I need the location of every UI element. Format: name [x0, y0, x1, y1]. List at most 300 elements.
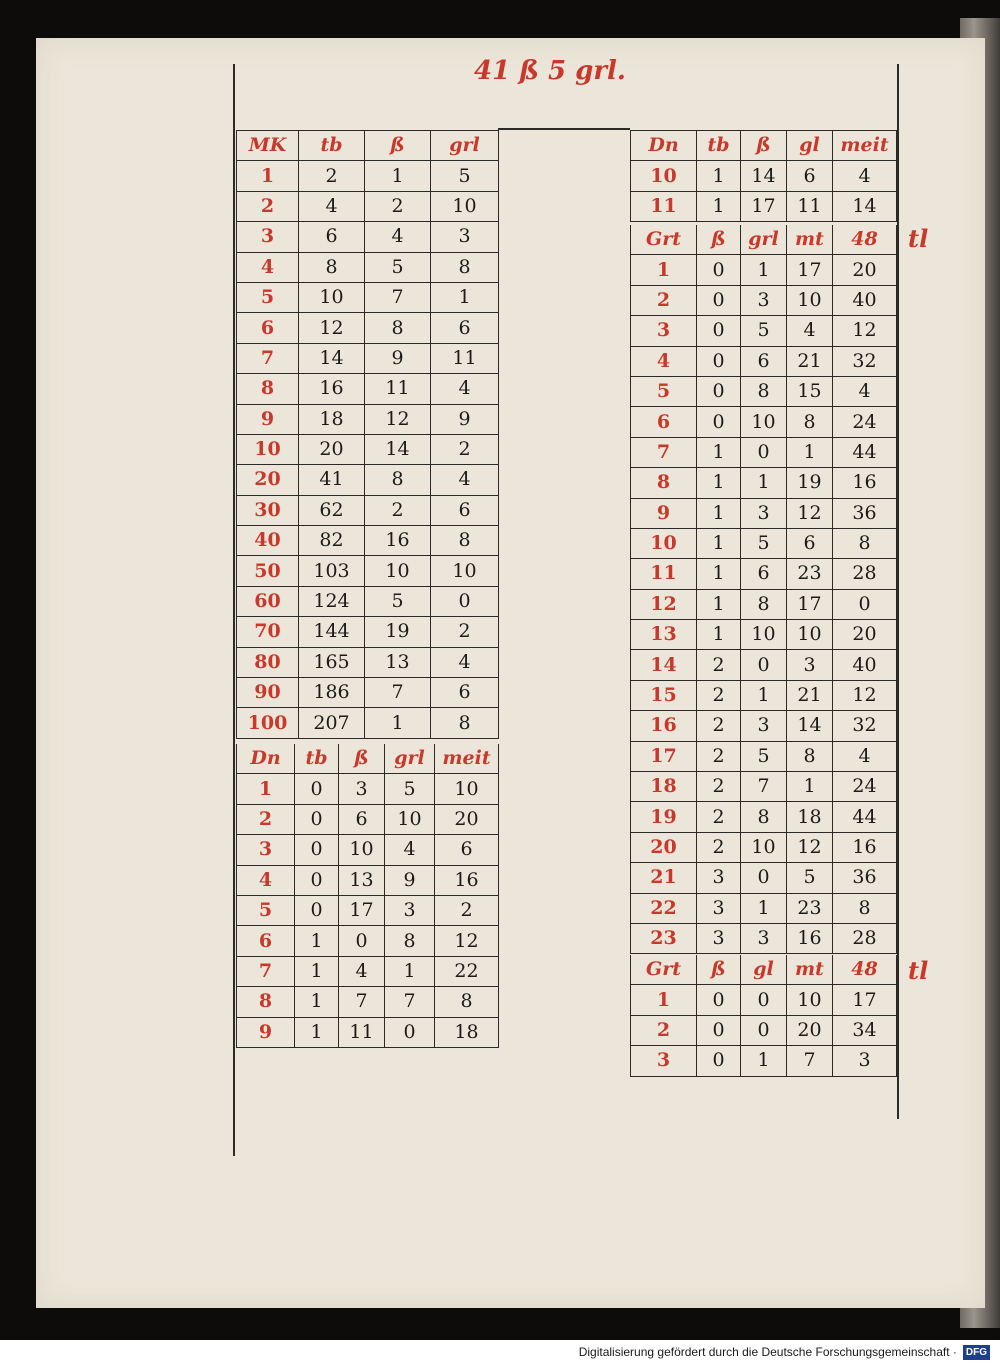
row-label: 23 [631, 923, 697, 953]
row-label: 10 [631, 161, 697, 191]
table-cell: 2 [697, 711, 741, 741]
table-cell: 6 [339, 804, 385, 834]
row-label: 8 [237, 987, 295, 1017]
table-cell: 0 [741, 650, 787, 680]
column-header: 48 [833, 955, 897, 985]
table-cell: 21 [787, 346, 833, 376]
table-cell: 0 [697, 346, 741, 376]
row-label: 2 [237, 804, 295, 834]
column-header: MK [237, 131, 299, 161]
table-cell: 10 [787, 620, 833, 650]
table-cell: 8 [299, 252, 365, 282]
table-cell: 8 [385, 926, 435, 956]
row-label: 100 [237, 708, 299, 738]
table-cell: 1 [787, 437, 833, 467]
table-row [631, 285, 897, 315]
column-header: tb [299, 131, 365, 161]
table-cell: 12 [833, 316, 897, 346]
table-cell: 11 [787, 191, 833, 221]
table-cell: 10 [741, 620, 787, 650]
table-cell: 16 [833, 832, 897, 862]
table-row [237, 556, 499, 586]
table-row [237, 313, 499, 343]
table-cell: 3 [741, 923, 787, 953]
table-cell: 1 [697, 468, 741, 498]
table-cell: 10 [339, 835, 385, 865]
table-cell: 6 [741, 346, 787, 376]
table-cell: 8 [741, 376, 787, 406]
table-cell: 5 [741, 316, 787, 346]
table-cell: 1 [741, 255, 787, 285]
table-cell: 0 [295, 895, 339, 925]
row-label: 2 [631, 1015, 697, 1045]
table-row [631, 407, 897, 437]
column-header: Grt [631, 955, 697, 985]
table-cell: 14 [365, 434, 431, 464]
table-cell: 3 [833, 1046, 897, 1076]
table-cell: 0 [741, 437, 787, 467]
row-label: 4 [237, 865, 295, 895]
row-label: 70 [237, 617, 299, 647]
table-cell: 10 [385, 804, 435, 834]
table-cell: 4 [833, 161, 897, 191]
table-cell: 0 [697, 255, 741, 285]
table-cell: 3 [697, 863, 741, 893]
table-row [237, 1017, 499, 1047]
table-header-row [631, 131, 897, 161]
column-header: tb [697, 131, 741, 161]
table-row [631, 1015, 897, 1045]
table-cell: 2 [365, 191, 431, 221]
table-cell: 4 [385, 835, 435, 865]
table-row [631, 802, 897, 832]
row-label: 5 [631, 376, 697, 406]
table-cell: 1 [697, 528, 741, 558]
table-cell: 14 [741, 161, 787, 191]
table-row [237, 956, 499, 986]
row-label: 3 [237, 835, 295, 865]
table-cell: 16 [787, 923, 833, 953]
table-cell: 8 [431, 252, 499, 282]
table-row [631, 680, 897, 710]
table-row [237, 774, 499, 804]
table-cell: 0 [295, 865, 339, 895]
table-cell: 1 [295, 987, 339, 1017]
table-cell: 5 [741, 528, 787, 558]
table-row [237, 191, 499, 221]
row-label: 10 [237, 434, 299, 464]
table-cell: 6 [431, 495, 499, 525]
row-label: 30 [237, 495, 299, 525]
row-label: 3 [237, 222, 299, 252]
column-header: grl [431, 131, 499, 161]
row-label: 1 [237, 161, 299, 191]
row-label: 1 [631, 985, 697, 1015]
table-row [631, 191, 897, 221]
table-row [237, 926, 499, 956]
table-header-row [631, 955, 897, 985]
table-cell: 10 [787, 285, 833, 315]
row-label: 1 [237, 774, 295, 804]
table-row [237, 526, 499, 556]
table-cell: 23 [787, 559, 833, 589]
row-label: 6 [237, 313, 299, 343]
table-cell: 9 [385, 865, 435, 895]
table-cell: 5 [385, 774, 435, 804]
table-cell: 1 [295, 956, 339, 986]
row-label: 21 [631, 863, 697, 893]
table-cell: 28 [833, 923, 897, 953]
column-header: meit [833, 131, 897, 161]
row-label: 19 [631, 802, 697, 832]
table-row [237, 404, 499, 434]
table-cell: 2 [435, 895, 499, 925]
table-cell: 4 [787, 316, 833, 346]
table-row [631, 832, 897, 862]
column-header: 48 [833, 225, 897, 255]
table-cell: 16 [435, 865, 499, 895]
table-cell: 10 [365, 556, 431, 586]
table-cell: 3 [431, 222, 499, 252]
table-cell: 6 [741, 559, 787, 589]
column-header: ß [365, 131, 431, 161]
table-cell: 5 [365, 586, 431, 616]
right-table-2 [630, 225, 897, 954]
table-row [237, 434, 499, 464]
table-cell: 2 [697, 680, 741, 710]
row-label: 40 [237, 526, 299, 556]
table-cell: 17 [339, 895, 385, 925]
row-label: 18 [631, 772, 697, 802]
table-row [237, 835, 499, 865]
table-cell: 9 [365, 343, 431, 373]
table-row [631, 316, 897, 346]
row-label: 7 [237, 343, 299, 373]
column-header: Dn [631, 131, 697, 161]
right-margin-rule [897, 64, 899, 1119]
table-cell: 4 [431, 647, 499, 677]
column-header: Dn [237, 744, 295, 774]
table-cell: 0 [295, 804, 339, 834]
table-cell: 16 [833, 468, 897, 498]
table-row [631, 985, 897, 1015]
table-row [237, 895, 499, 925]
table-cell: 20 [833, 255, 897, 285]
table-row [631, 528, 897, 558]
row-label: 7 [631, 437, 697, 467]
table-cell: 23 [787, 893, 833, 923]
table-cell: 1 [697, 620, 741, 650]
table-cell: 17 [833, 985, 897, 1015]
table-cell: 8 [741, 589, 787, 619]
table-cell: 1 [295, 1017, 339, 1047]
row-label: 5 [237, 282, 299, 312]
table-cell: 7 [385, 987, 435, 1017]
row-label: 9 [237, 404, 299, 434]
table-cell: 36 [833, 498, 897, 528]
row-label: 22 [631, 893, 697, 923]
table-cell: 6 [787, 161, 833, 191]
table-cell: 2 [697, 650, 741, 680]
table-row [237, 465, 499, 495]
table-cell: 17 [787, 589, 833, 619]
table-cell: 17 [787, 255, 833, 285]
table-cell: 5 [365, 252, 431, 282]
table-cell: 2 [697, 802, 741, 832]
table-row [631, 468, 897, 498]
column-header: ß [697, 955, 741, 985]
table-row [631, 711, 897, 741]
table-cell: 2 [697, 832, 741, 862]
table-cell: 34 [833, 1015, 897, 1045]
row-label: 15 [631, 680, 697, 710]
table-cell: 8 [833, 893, 897, 923]
table-row [237, 865, 499, 895]
table-cell: 20 [787, 1015, 833, 1045]
table-2-marker: tl [908, 224, 929, 253]
row-label: 6 [237, 926, 295, 956]
table-row [631, 559, 897, 589]
left-margin-rule [233, 64, 235, 1156]
table-cell: 12 [833, 680, 897, 710]
table-cell: 1 [741, 893, 787, 923]
table-row [237, 252, 499, 282]
table-cell: 7 [365, 678, 431, 708]
table-cell: 9 [431, 404, 499, 434]
table-cell: 12 [787, 498, 833, 528]
table-cell: 10 [299, 282, 365, 312]
column-header: mt [787, 955, 833, 985]
column-header: mt [787, 225, 833, 255]
table-cell: 3 [741, 285, 787, 315]
table-cell: 0 [697, 1015, 741, 1045]
table-cell: 8 [431, 526, 499, 556]
table-row [631, 161, 897, 191]
table-cell: 5 [431, 161, 499, 191]
row-label: 3 [631, 1046, 697, 1076]
table-row [631, 772, 897, 802]
table-cell: 6 [431, 678, 499, 708]
table-cell: 7 [787, 1046, 833, 1076]
table-cell: 32 [833, 346, 897, 376]
table-cell: 1 [295, 926, 339, 956]
column-header: grl [385, 744, 435, 774]
table-cell: 19 [365, 617, 431, 647]
row-label: 8 [631, 468, 697, 498]
row-label: 12 [631, 589, 697, 619]
table-cell: 1 [697, 161, 741, 191]
table-cell: 12 [365, 404, 431, 434]
table-cell: 11 [365, 374, 431, 404]
column-header: meit [435, 744, 499, 774]
row-label: 4 [631, 346, 697, 376]
table-cell: 41 [299, 465, 365, 495]
row-label: 3 [631, 316, 697, 346]
table-cell: 18 [299, 404, 365, 434]
table-cell: 8 [431, 708, 499, 738]
table-cell: 16 [299, 374, 365, 404]
table-row [631, 346, 897, 376]
table-cell: 165 [299, 647, 365, 677]
table-row [237, 282, 499, 312]
table-row [631, 498, 897, 528]
table-row [631, 376, 897, 406]
row-label: 17 [631, 741, 697, 771]
table-cell: 0 [385, 1017, 435, 1047]
table-row [237, 647, 499, 677]
table-cell: 82 [299, 526, 365, 556]
table-cell: 144 [299, 617, 365, 647]
table-cell: 16 [365, 526, 431, 556]
table-cell: 0 [741, 1015, 787, 1045]
table-cell: 8 [435, 987, 499, 1017]
row-label: 8 [237, 374, 299, 404]
table-cell: 14 [833, 191, 897, 221]
column-header: Grt [631, 225, 697, 255]
table-cell: 11 [431, 343, 499, 373]
table-cell: 3 [339, 774, 385, 804]
table-cell: 0 [295, 774, 339, 804]
row-label: 9 [631, 498, 697, 528]
table-row [237, 161, 499, 191]
table-cell: 124 [299, 586, 365, 616]
table-cell: 207 [299, 708, 365, 738]
table-cell: 44 [833, 802, 897, 832]
table-cell: 13 [365, 647, 431, 677]
table-row [631, 437, 897, 467]
table-cell: 1 [741, 468, 787, 498]
table-cell: 1 [365, 708, 431, 738]
table-cell: 10 [431, 556, 499, 586]
table-cell: 6 [787, 528, 833, 558]
table-row [237, 678, 499, 708]
table-cell: 12 [787, 832, 833, 862]
page-header: 41 ß 5 grl. [474, 56, 626, 86]
table-cell: 19 [787, 468, 833, 498]
table-cell: 1 [697, 559, 741, 589]
table-cell: 0 [833, 589, 897, 619]
table-cell: 4 [431, 465, 499, 495]
row-label: 13 [631, 620, 697, 650]
table-cell: 1 [697, 589, 741, 619]
table-cell: 2 [299, 161, 365, 191]
table-cell: 20 [435, 804, 499, 834]
row-label: 90 [237, 678, 299, 708]
table-cell: 1 [697, 191, 741, 221]
right-table-1 [630, 130, 897, 222]
table-cell: 7 [365, 282, 431, 312]
table-cell: 10 [741, 407, 787, 437]
row-label: 7 [237, 956, 295, 986]
row-label: 80 [237, 647, 299, 677]
table-cell: 6 [435, 835, 499, 865]
table-row [631, 620, 897, 650]
table-cell: 0 [697, 376, 741, 406]
dfg-logo: DFG [963, 1345, 990, 1360]
table-cell: 6 [299, 222, 365, 252]
column-header: ß [741, 131, 787, 161]
table-row [631, 863, 897, 893]
table-cell: 5 [741, 741, 787, 771]
table-cell: 10 [787, 985, 833, 1015]
table-cell: 1 [697, 498, 741, 528]
table-cell: 14 [299, 343, 365, 373]
table-cell: 12 [299, 313, 365, 343]
table-cell: 3 [787, 650, 833, 680]
table-cell: 1 [365, 161, 431, 191]
table-cell: 24 [833, 407, 897, 437]
row-label: 10 [631, 528, 697, 558]
table-cell: 11 [339, 1017, 385, 1047]
table-cell: 1 [787, 772, 833, 802]
table-cell: 8 [787, 741, 833, 771]
table-row [237, 804, 499, 834]
table-cell: 4 [299, 191, 365, 221]
table-cell: 20 [833, 620, 897, 650]
table-cell: 40 [833, 650, 897, 680]
table-cell: 22 [435, 956, 499, 986]
table-row [631, 893, 897, 923]
table-cell: 4 [833, 741, 897, 771]
table-cell: 17 [741, 191, 787, 221]
table-cell: 2 [431, 617, 499, 647]
table-cell: 2 [697, 772, 741, 802]
table-cell: 14 [787, 711, 833, 741]
row-label: 60 [237, 586, 299, 616]
table-row [237, 708, 499, 738]
table-cell: 24 [833, 772, 897, 802]
table-header-row [631, 225, 897, 255]
table-cell: 7 [339, 987, 385, 1017]
table-cell: 8 [787, 407, 833, 437]
table-row [237, 987, 499, 1017]
table-row [631, 255, 897, 285]
table-cell: 3 [741, 498, 787, 528]
table-cell: 40 [833, 285, 897, 315]
table-cell: 4 [833, 376, 897, 406]
table-cell: 1 [385, 956, 435, 986]
table-row [237, 495, 499, 525]
table-row [631, 741, 897, 771]
table-row [237, 374, 499, 404]
row-label: 4 [237, 252, 299, 282]
table-cell: 5 [787, 863, 833, 893]
table-cell: 7 [741, 772, 787, 802]
table-cell: 20 [299, 434, 365, 464]
table-cell: 10 [435, 774, 499, 804]
table-cell: 0 [295, 835, 339, 865]
table-cell: 1 [741, 1046, 787, 1076]
row-label: 2 [631, 285, 697, 315]
table-cell: 1 [431, 282, 499, 312]
table-cell: 186 [299, 678, 365, 708]
table-cell: 4 [339, 956, 385, 986]
column-header: ß [697, 225, 741, 255]
table-row [631, 923, 897, 953]
table-cell: 32 [833, 711, 897, 741]
row-label: 2 [237, 191, 299, 221]
table-row [631, 1046, 897, 1076]
table-cell: 28 [833, 559, 897, 589]
table-cell: 2 [431, 434, 499, 464]
table-cell: 13 [339, 865, 385, 895]
table-cell: 8 [365, 465, 431, 495]
table-cell: 4 [365, 222, 431, 252]
table-cell: 44 [833, 437, 897, 467]
footer-bar [0, 1340, 1000, 1364]
table-cell: 0 [339, 926, 385, 956]
table-cell: 10 [431, 191, 499, 221]
